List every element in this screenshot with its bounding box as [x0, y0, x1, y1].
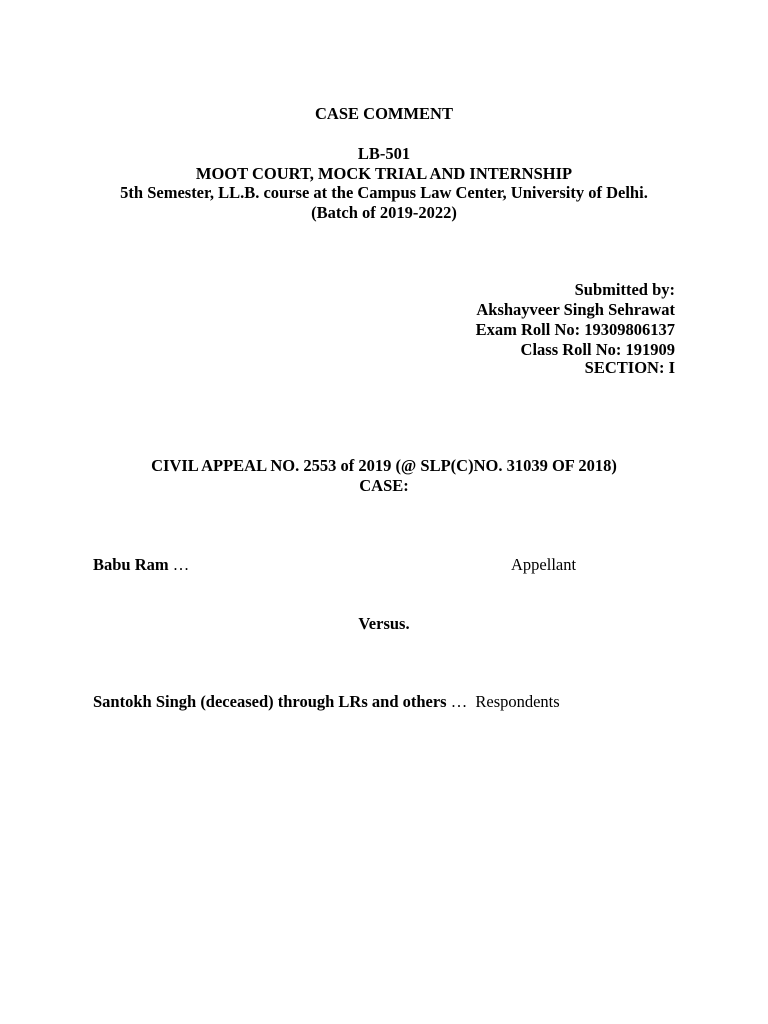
- section: SECTION: I: [584, 358, 675, 377]
- student-name: Akshayveer Singh Sehrawat: [476, 300, 675, 319]
- appellant-name: Babu Ram: [93, 555, 169, 574]
- batch: (Batch of 2019-2022): [311, 203, 457, 222]
- civil-appeal-number: CIVIL APPEAL NO. 2553 of 2019 (@ SLP(C)NO. 31039 OF 2018): [151, 456, 617, 475]
- respondent-name: Santokh Singh (deceased) through LRs and others: [93, 692, 447, 711]
- appellant-ellipsis: …: [172, 555, 190, 574]
- appellant-line: [93, 555, 189, 575]
- course-name: MOOT COURT, MOCK TRIAL AND INTERNSHIP: [195, 164, 573, 183]
- appellant-role: Appellant: [511, 555, 577, 574]
- respondent-role: Respondents: [475, 692, 560, 711]
- exam-roll-number: Exam Roll No: 19309806137: [475, 320, 675, 339]
- course-code: LB-501: [357, 144, 411, 163]
- program-description: 5th Semester, LL.B. course at the Campus Law Center, University of Delhi.: [120, 183, 648, 202]
- submitted-by-label: Submitted by:: [574, 280, 675, 299]
- respondent-ellipsis: …: [450, 692, 468, 711]
- document-title: CASE COMMENT: [315, 104, 453, 123]
- versus-label: Versus.: [358, 614, 410, 633]
- respondent-line: [93, 692, 560, 712]
- case-label: CASE:: [359, 476, 409, 495]
- class-roll-number: Class Roll No: 191909: [520, 340, 675, 359]
